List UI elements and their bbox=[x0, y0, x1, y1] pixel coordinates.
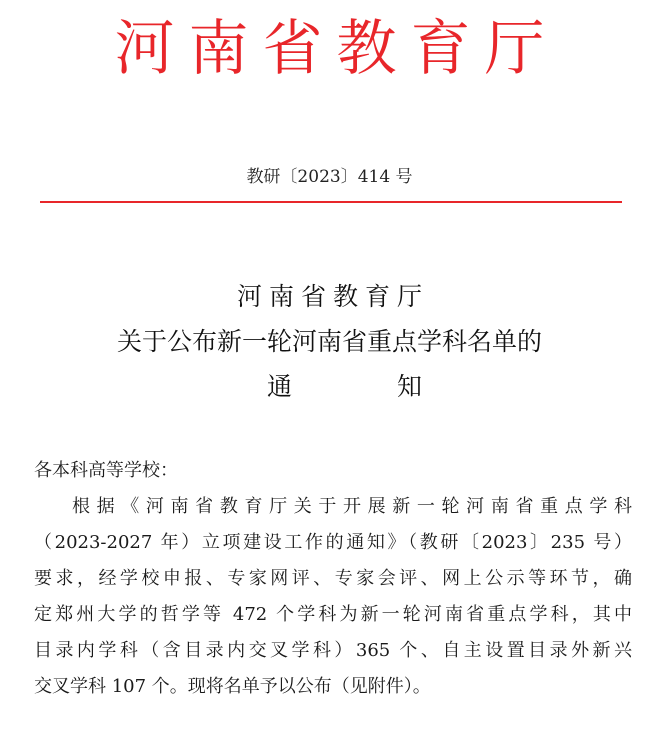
body-line: 根据《河南省教育厅关于开展新一轮河南省重点学科 bbox=[72, 496, 632, 517]
body-line: 要求，经学校申报、专家网评、专家会评、网上公示等环节，确 bbox=[34, 568, 632, 589]
salutation: 各本科高等学校： bbox=[34, 460, 178, 481]
body-line: 目录内学科（含目录内交叉学科）365 个、自主设置目录外新兴 bbox=[34, 640, 632, 661]
title-line-notice bbox=[0, 370, 659, 404]
title-line-agency: 河南省教育厅 bbox=[236, 282, 429, 311]
body-line: （2023-2027 年）立项建设工作的通知》（教研〔2023〕235 号） bbox=[34, 532, 632, 553]
body-line: 交叉学科 107 个。现将名单予以公布（见附件）。 bbox=[34, 676, 431, 697]
title-notice-char-2: 知 bbox=[396, 372, 422, 401]
title-notice-char-1: 通 bbox=[266, 372, 292, 401]
body-paragraph bbox=[34, 489, 632, 705]
document-number: 教研〔2023〕414 号 bbox=[246, 167, 413, 187]
agency-masthead: 河南省教育厅 bbox=[114, 14, 559, 84]
title-line-subject: 关于公布新一轮河南省重点学科名单的 bbox=[116, 327, 542, 356]
body-line: 定郑州大学的哲学等 472 个学科为新一轮河南省重点学科，其中 bbox=[34, 604, 632, 625]
red-divider-line bbox=[40, 201, 622, 203]
